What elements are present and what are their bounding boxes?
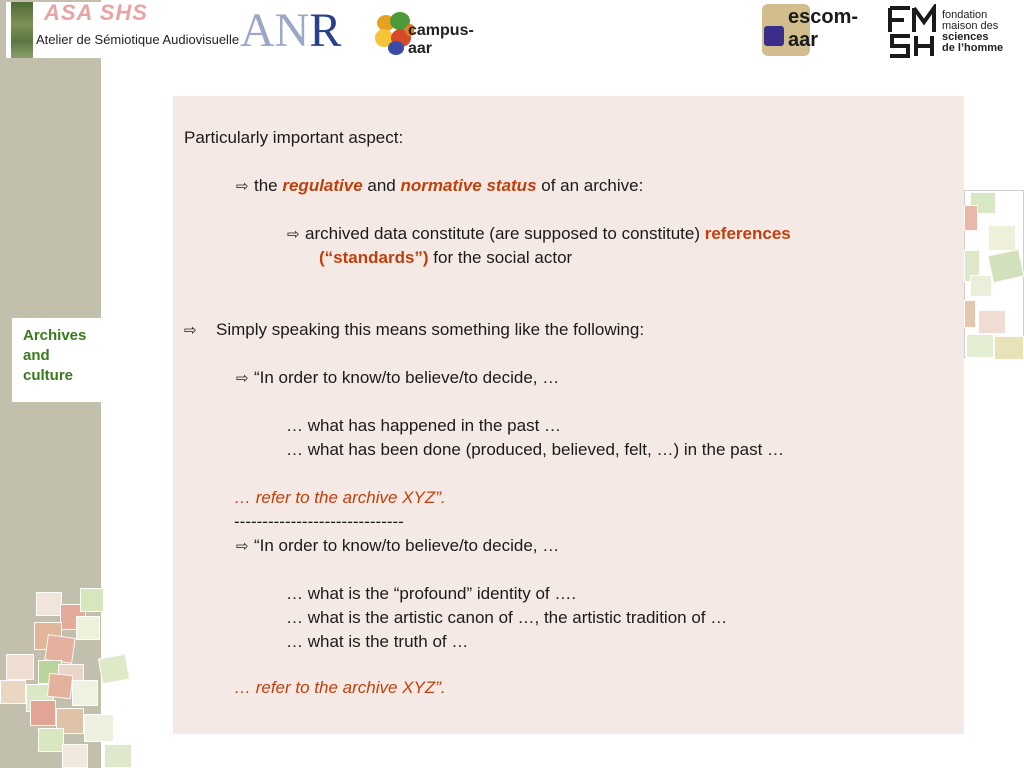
asa-photo-strip (11, 2, 33, 58)
line-in-order-2 (236, 534, 559, 559)
text: for the social actor (428, 248, 573, 267)
fmsh-line: maison des (942, 20, 999, 32)
line-done (286, 438, 784, 462)
arrow-right-icon: ⇨ (236, 178, 249, 195)
line-simply (184, 318, 644, 343)
section-label: Archives and culture (23, 327, 87, 384)
fmsh-text (942, 10, 1003, 54)
escom-square-icon (764, 26, 784, 46)
line-identity (286, 582, 576, 606)
text: and (362, 176, 401, 195)
decor-tile (988, 225, 1016, 251)
text: … what is the “profound” identity of …. (286, 584, 577, 603)
text: Simply speaking this means something like the following: (216, 320, 645, 339)
decor-tile (964, 300, 976, 328)
decor-tile (964, 205, 978, 231)
text: … what is the truth of … (286, 632, 469, 651)
arrow-right-icon: ⇨ (236, 370, 249, 387)
asa-shs-logo (6, 0, 240, 58)
text: … what has been done (produced, believed, felt, …) in the past … (286, 440, 785, 459)
line-refer-2 (234, 676, 446, 700)
decor-tile (72, 680, 98, 706)
line-standards (319, 246, 572, 270)
highlight-standards: (“standards”) (319, 248, 429, 267)
arrow-right-icon: ⇨ (236, 538, 249, 555)
asa-title: ASA SHS (44, 0, 148, 25)
content-box (173, 96, 964, 734)
line-separator (234, 510, 404, 534)
decor-tile (970, 275, 992, 297)
text: the (254, 176, 283, 195)
text: … refer to the archive XYZ”. (234, 488, 446, 507)
text: archived data constitute (are supposed to constitute) (305, 224, 705, 243)
decor-tile (80, 588, 104, 612)
line-canon (286, 606, 727, 630)
text: … what is the artistic canon of …, the artistic tradition of … (286, 608, 728, 627)
highlight-regulative: regulative (282, 176, 363, 195)
decor-tile (98, 654, 130, 684)
line-in-order-1 (236, 366, 559, 391)
decor-tile (76, 616, 100, 640)
line-happened (286, 414, 561, 438)
asa-subtitle: Atelier de Sémiotique Audiovisuelle (36, 32, 240, 47)
highlight-references: references (704, 224, 791, 243)
text: … what has happened in the past … (286, 416, 562, 435)
text: “In order to know/to believe/to decide, … (254, 368, 560, 387)
text: … refer to the archive XYZ”. (234, 678, 446, 697)
anr-r: R (309, 4, 342, 57)
fmsh-mark-icon (886, 4, 938, 58)
decor-tile (6, 654, 34, 680)
decor-tile (104, 744, 132, 768)
line-aspect (184, 126, 403, 150)
decor-tile (62, 744, 88, 768)
fmsh-line: de l’homme (942, 42, 1004, 54)
anr-logo (240, 6, 341, 56)
campus-text: campus-aar (408, 22, 474, 57)
text: Particularly important aspect: (184, 128, 404, 147)
line-archived-data (287, 222, 791, 247)
decor-tile (978, 310, 1006, 334)
decor-tile (30, 700, 56, 726)
line-truth (286, 630, 468, 654)
fmsh-line: fondation (942, 9, 988, 21)
escom-aar-logo (762, 4, 874, 58)
escom-text: escom-aar (788, 6, 859, 51)
text: of an archive: (536, 176, 644, 195)
text: “In order to know/to believe/to decide, … (254, 536, 560, 555)
fmsh-line: sciences (942, 31, 989, 43)
decor-tile (47, 673, 73, 699)
decor-tile (84, 714, 114, 742)
fmsh-logo (886, 4, 1016, 60)
anr-an: AN (240, 4, 310, 57)
line-regulative (236, 174, 643, 199)
highlight-normative: normative status (400, 176, 537, 195)
line-refer-1 (234, 486, 446, 510)
decor-tile (38, 728, 64, 752)
arrow-right-icon: ⇨ (287, 226, 300, 243)
separator-dashes: ------------------------------ (234, 512, 404, 531)
decor-tile (36, 592, 62, 616)
arrow-right-icon: ⇨ (184, 322, 197, 339)
campus-aar-logo (374, 8, 494, 58)
decor-tile (994, 336, 1024, 360)
decor-tile (966, 334, 994, 358)
decor-tile (0, 680, 26, 704)
section-label-box (12, 318, 101, 402)
